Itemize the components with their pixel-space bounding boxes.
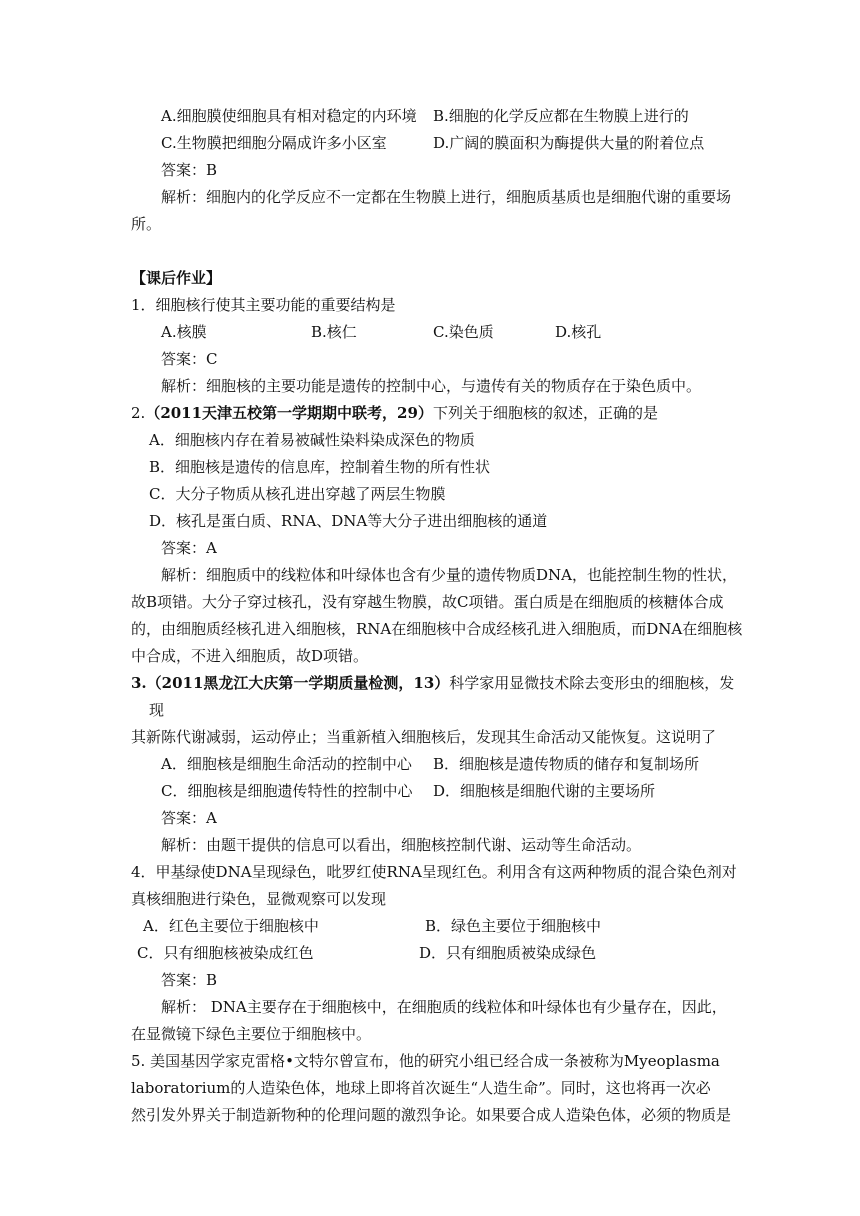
option-d: D.广阔的膜面积为酶提供大量的附着位点	[433, 134, 705, 152]
answer: 答案：A	[161, 539, 217, 557]
question-text-cont: 现	[149, 701, 165, 719]
analysis-line: 解析：细胞内的化学反应不一定都在生物膜上进行，细胞质基质也是细胞代谢的重要场	[161, 188, 732, 206]
question-stem: 1．细胞核行使其主要功能的重要结构是	[131, 296, 396, 314]
question-stem: 4．甲基绿使DNA呈现绿色，吡罗红使RNA呈现红色。利用含有这两种物质的混合染色剂对	[131, 863, 737, 881]
option-c: C.染色质	[433, 323, 494, 341]
answer: 答案：C	[161, 350, 218, 368]
option-d: D.核孔	[555, 323, 602, 341]
option-a: A．细胞核是细胞生命活动的控制中心	[161, 755, 412, 773]
option-b: B．绿色主要位于细胞核中	[425, 917, 602, 935]
analysis-line: 解析： DNA主要存在于细胞核中，在细胞质的线粒体和叶绿体也有少量存在，因此，	[161, 998, 727, 1016]
analysis-line: 故B项错。大分子穿过核孔，没有穿越生物膜，故C项错。蛋白质是在细胞质的核糖体合成	[131, 593, 724, 611]
option-b: B.细胞的化学反应都在生物膜上进行的	[433, 107, 689, 125]
question-stem: 真核细胞进行染色，显微观察可以发现	[131, 890, 387, 908]
answer: 答案：A	[161, 809, 217, 827]
analysis-line: 解析：细胞核的主要功能是遗传的控制中心，与遗传有关的物质存在于染色质中。	[161, 377, 702, 395]
option-b: B.核仁	[311, 323, 357, 341]
option-d: D．只有细胞质被染成绿色	[419, 944, 597, 962]
question-stem: 5. 美国基因学家克雷格•文特尔曾宣布，他的研究小组已经合成一条被称为Myeoplasma	[131, 1052, 720, 1070]
answer: 答案：B	[161, 971, 218, 989]
analysis-line: 的，由细胞质经核孔进入细胞核，RNA在细胞核中合成经核孔进入细胞质，而DNA在细胞核	[131, 620, 743, 638]
question-number: 3.	[131, 674, 147, 692]
option-b: B．细胞核是遗传物质的储存和复制场所	[433, 755, 700, 773]
question-number: 2.	[131, 404, 146, 422]
analysis-line: 解析：由题干提供的信息可以看出，细胞核控制代谢、运动等生命活动。	[161, 836, 642, 854]
option-a: A.细胞膜使细胞具有相对稳定的内环境	[161, 107, 417, 125]
question-text: 科学家用显微技术除去变形虫的细胞核，发	[449, 674, 735, 692]
option-c: C.生物膜把细胞分隔成许多小区室	[161, 134, 387, 152]
analysis-line: 中合成，不进入细胞质，故D项错。	[131, 647, 369, 665]
question-text: 下列关于细胞核的叙述，正确的是	[432, 404, 658, 422]
option-d: D．核孔是蛋白质、RNA、DNA等大分子进出细胞核的通道	[149, 512, 548, 530]
question-source: （2011天津五校第一学期期中联考，29）	[145, 404, 433, 422]
analysis-line: 解析：细胞质中的线粒体和叶绿体也含有少量的遗传物质DNA，也能控制生物的性状，	[161, 566, 737, 584]
question-stem: 然引发外界关于制造新物种的伦理问题的激烈争论。如果要合成人造染色体，必须的物质是	[131, 1106, 732, 1124]
option-a: A．细胞核内存在着易被碱性染料染成深色的物质	[149, 431, 475, 449]
answer: 答案：B	[161, 161, 218, 179]
option-d: D．细胞核是细胞代谢的主要场所	[433, 782, 656, 800]
option-c: C．细胞核是细胞遗传特性的控制中心	[161, 782, 413, 800]
option-c: C．只有细胞核被染成红色	[137, 944, 314, 962]
question-source: （2011黑龙江大庆第一学期质量检测，13）	[146, 674, 450, 692]
option-a: A.核膜	[161, 323, 207, 341]
section-title: 【课后作业】	[131, 269, 222, 287]
question-stem	[131, 670, 734, 697]
option-c: C．大分子物质从核孔进出穿越了两层生物膜	[149, 485, 446, 503]
question-stem	[131, 400, 658, 427]
question-stem: laboratorium的人造染色体，地球上即将首次诞生“人造生命”。同时，这也将再一次必	[131, 1079, 711, 1097]
option-b: B．细胞核是遗传的信息库，控制着生物的所有性状	[149, 458, 491, 476]
option-a: A．红色主要位于细胞核中	[143, 917, 319, 935]
question-text-line: 其新陈代谢减弱，运动停止；当重新植入细胞核后，发现其生命活动又能恢复。这说明了	[131, 728, 717, 746]
analysis-line: 在显微镜下绿色主要位于细胞核中。	[131, 1025, 372, 1043]
analysis-line: 所。	[131, 215, 162, 233]
